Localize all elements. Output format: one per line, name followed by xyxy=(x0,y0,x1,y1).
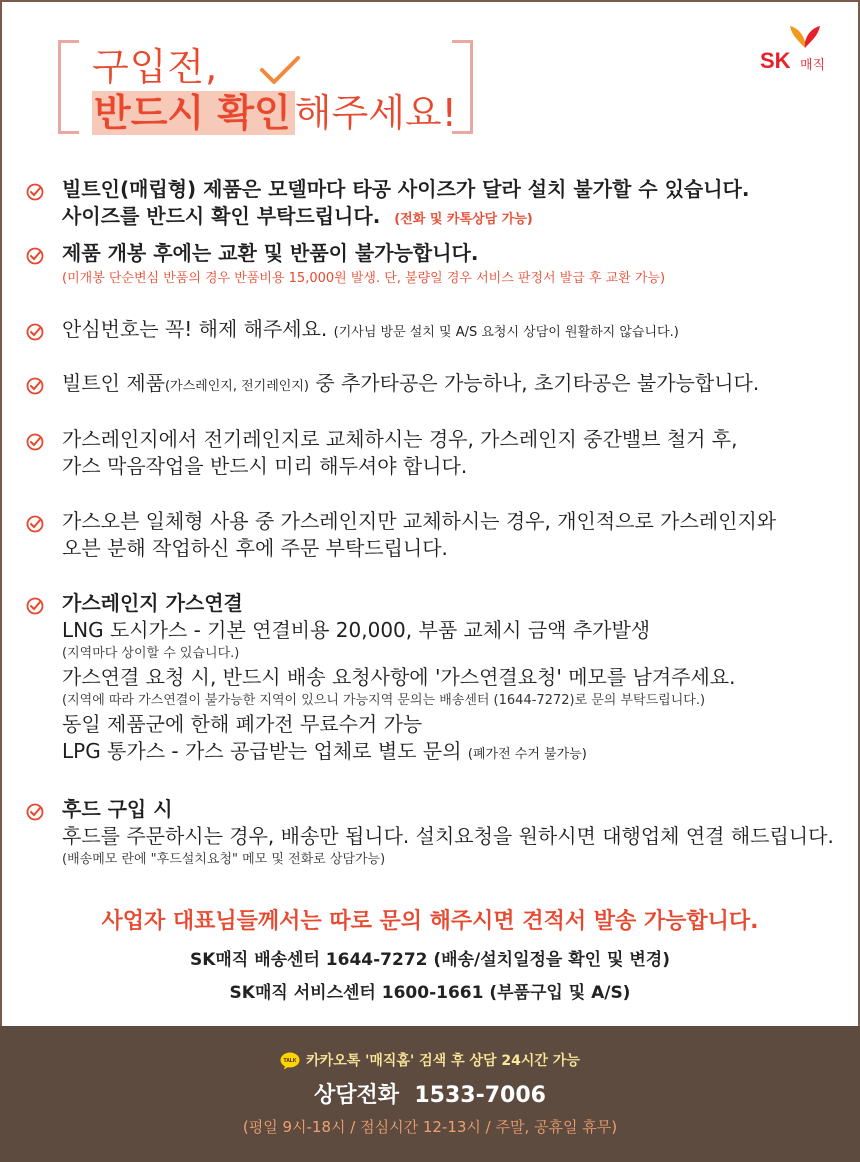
check-circle-icon xyxy=(26,803,44,821)
item-note: (지역에 따라 가스연결이 불가능한 지역이 있으니 가능지역 문의는 배송센터 (1644-7272)로 문의 부탁드립니다.) xyxy=(62,693,706,708)
title-rest: 해주세요! xyxy=(294,91,457,135)
butterfly-icon xyxy=(788,22,822,50)
logo-magic-text: 매직 xyxy=(800,58,826,73)
title-line-1: 구입전, xyxy=(92,45,219,89)
checkmark-icon xyxy=(258,54,302,88)
business-notice: 사업자 대표님들께서는 따로 문의 해주시면 견적서 발송 가능합니다. xyxy=(101,909,759,934)
item-note: (전화 및 카톡상담 가능) xyxy=(394,212,533,227)
service-center: SK매직 서비스센터 1600-1661 (부품구입 및 A/S) xyxy=(229,983,631,1003)
item-note: (지역마다 상이할 수 있습니다.) xyxy=(62,646,240,661)
check-circle-icon xyxy=(26,597,44,615)
kakao-row xyxy=(0,1050,860,1070)
item-text: LNG 도시가스 - 기본 연결비용 20,000, 부품 교체시 금액 추가발생 xyxy=(62,618,651,642)
tel-label: 상담전화 xyxy=(314,1083,400,1108)
check-circle-icon xyxy=(26,183,44,201)
item-text: 가스레인지에서 전기레인지로 교체하시는 경우, 가스레인지 중간밸브 철거 후, xyxy=(62,427,738,451)
item-text-part: 빌트인 제품 xyxy=(62,371,165,395)
left-bracket xyxy=(58,40,79,134)
item-text xyxy=(62,203,860,233)
check-circle-icon xyxy=(26,515,44,533)
item-text-small: (가스레인지, 전기레인지) xyxy=(164,379,309,394)
logo-sk-text: SK xyxy=(760,48,791,73)
item-note: (배송메모 란에 "후드설치요청" 메모 및 전화로 상담가능) xyxy=(62,852,386,867)
footer xyxy=(0,1026,860,1162)
item-text: 빌트인(매립형) 제품은 모델마다 타공 사이즈가 달라 설치 불가할 수 있습니다. xyxy=(62,177,750,201)
title-highlight: 반드시 확인 xyxy=(92,91,295,135)
kakao-talk-icon xyxy=(280,1052,300,1070)
item-heading: 후드 구입 시 xyxy=(62,797,173,821)
item-text: 후드를 주문하시는 경우, 배송만 됩니다. 설치요청을 원하시면 대행업체 연결 해드립니다. xyxy=(62,824,834,848)
item-text: 오븐 분해 작업하신 후에 주문 부탁드립니다. xyxy=(62,536,448,560)
business-hours: (평일 9시-18시 / 점심시간 12-13시 / 주말, 공휴일 휴무) xyxy=(242,1118,618,1136)
item-text: 동일 제품군에 한해 폐가전 무료수거 가능 xyxy=(62,712,423,736)
delivery-center: SK매직 배송센터 1644-7272 (배송/설치일정을 확인 및 변경) xyxy=(190,950,670,970)
item-heading: 가스레인지 가스연결 xyxy=(62,591,243,615)
check-circle-icon xyxy=(26,247,44,265)
item-note: (기사님 방문 설치 및 A/S 요청시 상담이 원활하지 않습니다.) xyxy=(333,325,679,340)
item-text xyxy=(62,370,860,400)
check-circle-icon xyxy=(26,433,44,451)
check-circle-icon xyxy=(26,377,44,395)
sk-magic-logo xyxy=(760,22,840,72)
check-circle-icon xyxy=(26,323,44,341)
item-note: (미개봉 단순변심 반품의 경우 반품비용 15,000원 발생. 단, 불량일 경우 서비스 판정서 발급 후 교환 가능) xyxy=(62,271,666,286)
item-text: 가스오븐 일체형 사용 중 가스레인지만 교체하시는 경우, 개인적으로 가스레인지와 xyxy=(62,509,777,533)
item-note: (폐가전 수거 불가능) xyxy=(467,747,587,762)
title-line-2 xyxy=(92,82,457,137)
tel-number: 1533-7006 xyxy=(414,1083,546,1108)
item-text xyxy=(62,738,860,768)
kakao-text: 카카오톡 '매직홈' 검색 후 상담 24시간 가능 xyxy=(306,1053,580,1069)
kakao-badge-text: TALK xyxy=(283,1058,297,1064)
item-text-part: 사이즈를 반드시 확인 부탁드립니다. xyxy=(62,204,381,228)
item-text-part: 안심번호는 꼭! 해제 해주세요. xyxy=(62,317,328,341)
item-text-part: 중 추가타공은 가능하나, 초기타공은 불가능합니다. xyxy=(308,371,760,395)
item-text xyxy=(62,316,860,346)
item-text-part: LPG 통가스 - 가스 공급받는 업체로 별도 문의 xyxy=(62,739,462,763)
phone-line xyxy=(0,1078,860,1109)
header xyxy=(0,0,860,150)
item-text: 가스연결 요청 시, 반드시 배송 요청사항에 '가스연결요청' 메모를 남겨주세요. xyxy=(62,665,736,689)
item-text: 가스 막음작업을 반드시 미리 해두셔야 합니다. xyxy=(62,454,468,478)
item-text: 제품 개봉 후에는 교환 및 반품이 불가능합니다. xyxy=(62,241,479,265)
